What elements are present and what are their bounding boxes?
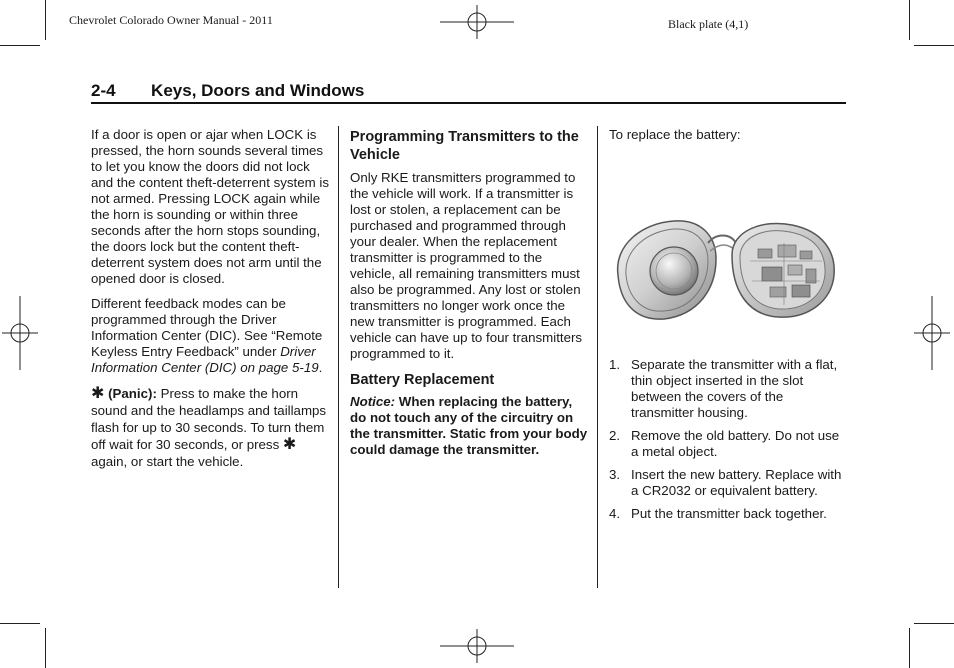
column-2 [350,128,588,467]
registration-mark-left [2,296,38,370]
dic-page-link[interactable]: Driver Information Center (DIC) on page 5-19 [91,344,319,375]
paragraph-feedback-modes: Different feedback modes can be programmed through the Driver Information Center (DIC). See “Remote Keyless Entry Feedback” under Driver Information Center (DIC) on page 5-19. [91,296,323,375]
list-item: 2. Remove the old battery. Do not use a metal object. [609,428,840,459]
registration-mark-top [440,5,514,39]
transmitter-open-illustration [612,215,838,325]
section-title: Keys, Doors and Windows [151,81,365,100]
column-divider-1 [338,126,339,588]
panic-label: (Panic): [108,386,157,401]
column-divider-2 [597,126,598,588]
registration-mark-right [914,296,950,370]
header-manual-title: Chevrolet Colorado Owner Manual - 2011 [69,13,273,27]
panic-icon: ✱ [91,385,105,402]
paragraph-panic: ✱ (Panic): Press to make the horn sound and the headlamps and taillamps flash for up to 30 seconds. To turn them off wait for 30 seconds, or press ✱ again, or start the vehicle. [91,385,327,469]
heading-programming-transmitters: Programming Transmitters to the Vehicle [350,129,579,163]
column-1 [91,127,329,479]
section-rule [91,102,846,104]
battery-steps [609,357,843,529]
notice-label: Notice: [350,394,396,409]
header-plate-label: Black plate (4,1) [668,17,749,31]
list-item: 4. Put the transmitter back together. [609,506,827,521]
column-3 [609,127,843,152]
panic-icon-inline: ✱ [282,436,297,453]
paragraph-programming: Only RKE transmitters programmed to the vehicle will work. If a transmitter is lost or stolen, a replacement can be purchased and programmed through your dealer. When the replacement transmitter is programmed to the vehicle, all remaining transmitters must also be programmed. Any lost or stolen transmitters no longer work once the new transmitter is programmed. Each vehicle can have up to four transmitters programmed to it. [350,170,583,361]
notice-paragraph: Notice: When replacing the battery, do not touch any of the circuitry on the transmitter. Static from your body could damage the transmitter. [350,394,588,457]
heading-battery-replacement: Battery Replacement [350,372,495,388]
section-number: 2-4 [91,81,116,100]
registration-mark-bottom [440,629,514,663]
list-item: 1. Separate the transmitter with a flat, thin object inserted in the slot between the covers of the transmitter housing. [609,357,838,420]
battery-intro: To replace the battery: [609,127,741,142]
section-heading [91,81,846,101]
list-item: 3. Insert the new battery. Replace with a CR2032 or equivalent battery. [609,467,842,498]
paragraph-ajar-door: If a door is open or ajar when LOCK is pressed, the horn sounds several times to let you know the doors did not lock and the content theft-deterrent system is not armed. Pressing LOCK again while the horn is sounding or within three seconds after the horn stops sounding, the doors lock but the content theft-deterrent system does not arm until the opened door is closed. [91,127,329,286]
